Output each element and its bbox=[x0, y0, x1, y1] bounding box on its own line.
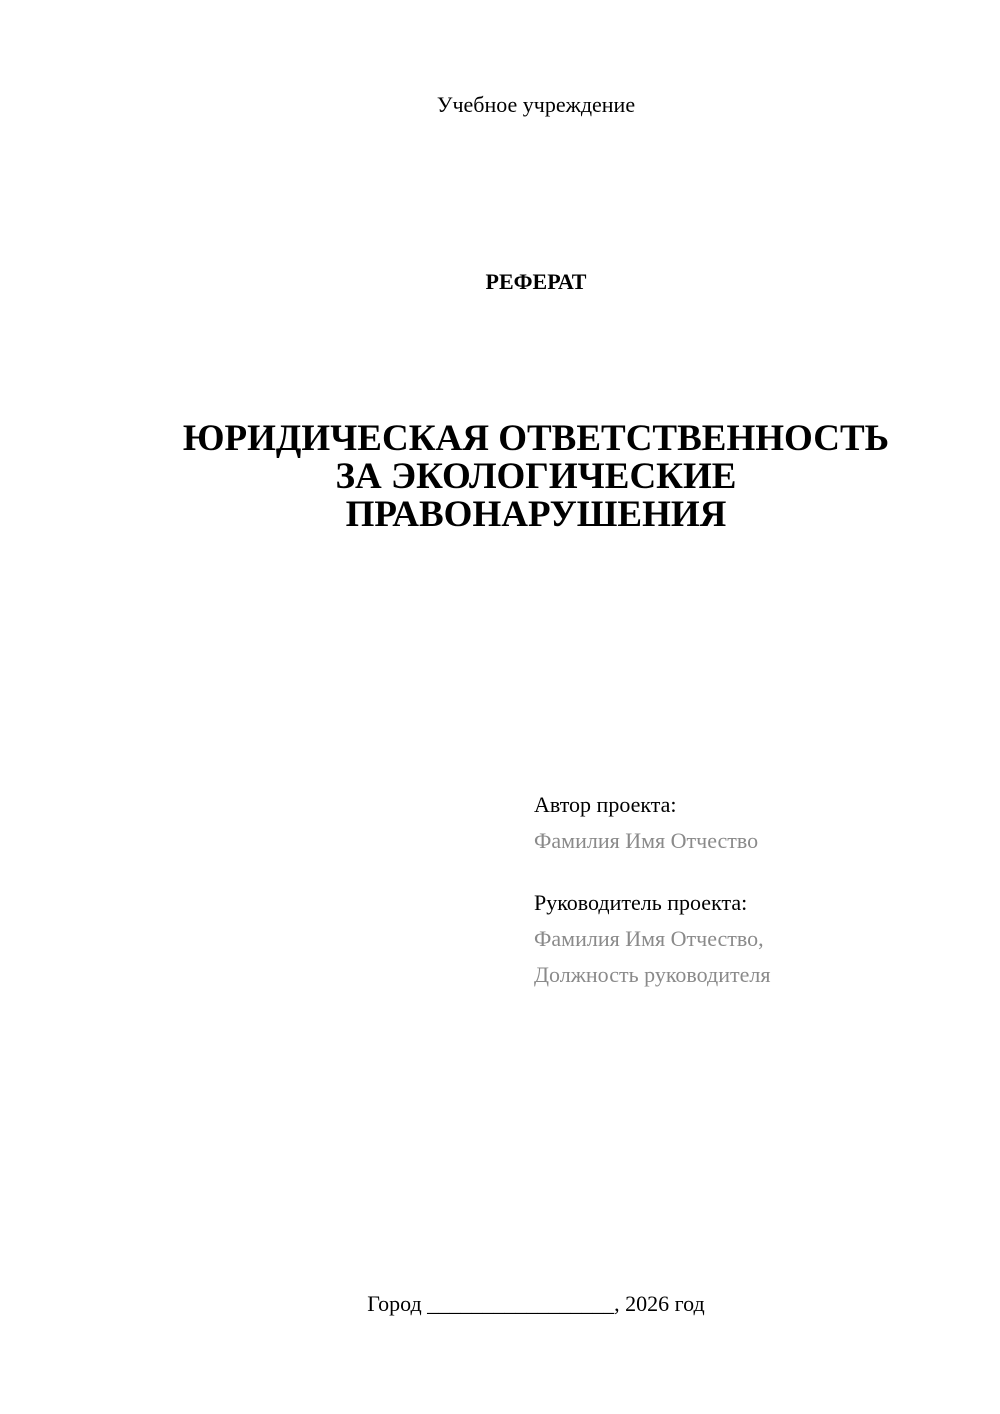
author-label: Автор проекта: bbox=[534, 792, 677, 817]
signature-spacer bbox=[534, 859, 974, 885]
signature-block bbox=[534, 787, 974, 993]
supervisor-position: Должность руководителя bbox=[534, 962, 771, 987]
author-name: Фамилия Имя Отчество bbox=[534, 828, 759, 853]
supervisor-name: Фамилия Имя Отчество, bbox=[534, 926, 764, 951]
title-line-3: ПРАВОНАРУШЕНИЯ bbox=[345, 494, 727, 535]
document-type: РЕФЕРАТ bbox=[485, 269, 587, 294]
supervisor-label: Руководитель проекта: bbox=[534, 890, 748, 915]
title-line-1: ЮРИДИЧЕСКАЯ ОТВЕТСТВЕННОСТЬ bbox=[182, 418, 890, 459]
title-line-2: ЗА ЭКОЛОГИЧЕСКИЕ bbox=[335, 456, 737, 497]
city-year-line: Город _________________, 2026 год bbox=[367, 1291, 705, 1316]
document-title bbox=[0, 420, 1000, 534]
institution-name: Учебное учреждение bbox=[436, 92, 636, 117]
